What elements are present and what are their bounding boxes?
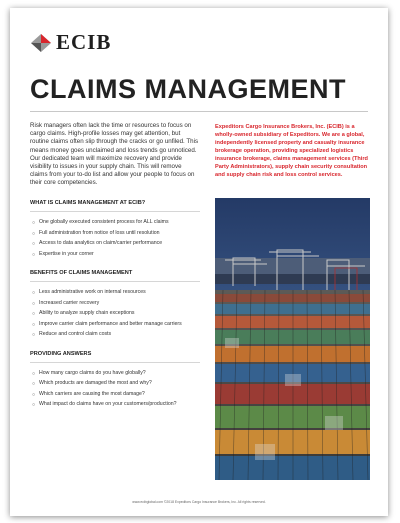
document-page [10,8,388,516]
ecib-logo [30,30,111,55]
section-benefits [30,270,200,341]
circle-bullet-icon: ○ [32,391,36,398]
list-item: ○ Which products are damaged the most and why? [32,380,152,387]
section-title: BENEFITS OF CLAIMS MANAGEMENT [30,270,133,276]
container-port-photo [215,198,370,480]
ecib-logo-mark-icon [30,33,52,53]
section-divider [30,281,200,282]
list-item: ○ Reduce and control claim costs [32,331,112,338]
circle-bullet-icon: ○ [32,220,36,226]
list-item: ○ Expertise in your corner [32,250,94,258]
section-title: PROVIDING ANSWERS [30,350,92,357]
circle-bullet-icon: ○ [32,230,36,237]
circle-bullet-icon: ○ [32,381,36,387]
list-item: ○ One globally executed consistent process for ALL claims [32,219,169,226]
section-divider [30,211,200,212]
footer: www.ecibglobal.com ©2018 Expeditors Cargo Insurance Brokers, Inc. All rights reserved. [132,500,266,504]
section-what-is [30,200,200,260]
circle-bullet-icon: ○ [32,241,36,247]
circle-bullet-icon: ○ [32,311,36,317]
sections-column [30,200,200,421]
list-item: ○ Increased carrier recovery [32,299,100,307]
title-divider [30,111,368,112]
circle-bullet-icon: ○ [32,332,36,338]
list-item: ○ Full administration from notice of loss until resolution [32,229,160,237]
list-item: ○ How many cargo claims do you have globally? [32,369,146,377]
circle-bullet-icon: ○ [32,402,36,408]
circle-bullet-icon: ○ [32,370,36,377]
circle-bullet-icon: ○ [32,321,36,328]
company-description: Expeditors Cargo Insurance Brokers, Inc. (ECIB) is a wholly-owned subsidiary of Expeditors. We are a global, independently licensed property and casualty insurance brokerage operation, providing specialized logistics insurance brokerage, claims management services (Third Party Administrators), supply chain security consultation and supply chain risk and loss control services. [215,124,368,178]
logo-text: ECIB [56,30,112,54]
section-divider [30,362,200,363]
circle-bullet-icon: ○ [32,251,36,258]
section-title: WHAT IS CLAIMS MANAGEMENT AT ECIB? [30,200,146,206]
page-title: CLAIMS MANAGEMENT [30,74,346,104]
list-item: ○ Access to data analytics on claim/carrier performance [32,240,163,247]
section-answers [30,351,200,411]
list-item: ○ Improve carrier claim performance and better manage carriers [32,320,182,328]
intro-paragraph: Risk managers often lack the time or resources to focus on cargo claims. High-profile losses may get attention, but routine claims often slip through the cracks or go unfiled. This means money goes unclaimed and loss trends go unnoticed. Our dedicated team will maximize recovery and provide visibility to issues in your supply chain. This will remove claims from your to-do list and allow your people to focus on their core competencies. [30,122,199,187]
circle-bullet-icon: ○ [32,300,36,307]
list-item: ○ What impact do claims have on your customers/production? [32,401,177,408]
list-item: ○ Less administrative work on internal resources [32,289,146,296]
list-item: ○ Which carriers are causing the most damage? [32,390,145,398]
list-item: ○ Ability to analyze supply chain exceptions [32,310,135,317]
circle-bullet-icon: ○ [32,290,36,296]
